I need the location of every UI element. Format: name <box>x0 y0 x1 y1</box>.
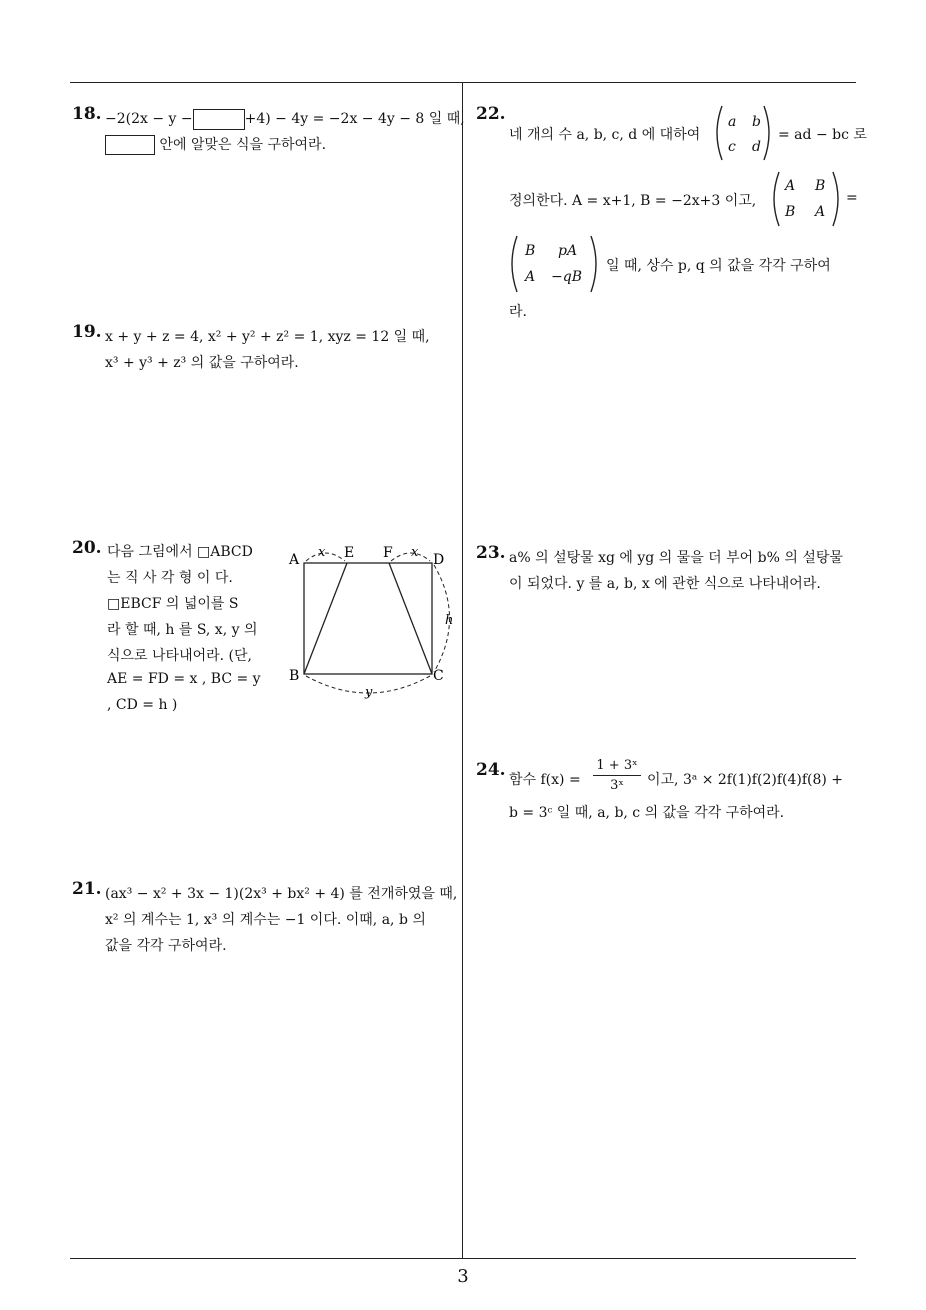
text-part: −2(2x − y − <box>105 111 193 127</box>
matrix-brackets <box>713 104 773 162</box>
problem-text: 식으로 나타내어라. (단, <box>107 648 252 664</box>
matrix-cell: c <box>728 139 736 155</box>
label-x-right: x <box>411 545 419 560</box>
problem-text: a% 의 설탕물 xg 에 yg 의 물을 더 부어 b% 의 설탕물 <box>509 550 843 566</box>
determinant-matrix-3 <box>508 234 600 294</box>
problem-text: 이고, 3ᵃ × 2f(1)f(2)f(4)f(8) + <box>647 772 844 788</box>
problem-text: 일 때, 상수 p, q 의 값을 각각 구하여 <box>606 258 831 274</box>
matrix-cell: −qB <box>551 269 582 285</box>
problem-text: 다음 그림에서 □ABCD <box>107 544 253 560</box>
matrix-cell: d <box>752 139 761 155</box>
problem-text: 값을 각각 구하여라. <box>105 938 227 954</box>
top-rule <box>70 82 856 83</box>
problem-text: , CD = h ) <box>107 697 178 713</box>
matrix-cell: pA <box>558 243 578 259</box>
matrix-cell: A <box>785 178 796 194</box>
blank-box <box>105 135 155 155</box>
problem-text: x² 의 계수는 1, x³ 의 계수는 −1 이다. 이때, a, b 의 <box>105 912 426 928</box>
matrix-cell: B <box>785 204 796 220</box>
matrix-cell: A <box>815 204 826 220</box>
problem-text <box>105 134 326 155</box>
page-number: 3 <box>457 1266 469 1287</box>
label-x-left: x <box>318 545 326 560</box>
matrix-brackets <box>770 170 842 228</box>
problem-text: 함수 f(x) = <box>509 772 581 788</box>
problem-text <box>105 108 465 130</box>
problem-text: x + y + z = 4, x² + y² + z² = 1, xyz = 12 일 때, <box>105 329 430 345</box>
blank-box <box>193 109 245 130</box>
matrix-brackets <box>508 234 600 294</box>
vertex-e: E <box>344 545 355 561</box>
problem-number: 20. <box>72 538 102 558</box>
determinant-matrix-2 <box>770 170 842 228</box>
bottom-rule <box>70 1258 856 1259</box>
problem-number: 23. <box>476 543 506 563</box>
vertex-d: D <box>433 552 445 568</box>
fraction <box>593 758 641 793</box>
rectangle-figure <box>285 540 460 715</box>
problem-text: 정의한다. A = x+1, B = −2x+3 이고, <box>509 193 757 209</box>
fraction-denominator: 3ˣ <box>610 778 624 793</box>
vertex-b: B <box>289 668 300 684</box>
vertex-a: A <box>289 552 300 568</box>
vertex-f: F <box>383 545 393 561</box>
matrix-cell: B <box>525 243 536 259</box>
fraction-numerator: 1 + 3ˣ <box>593 758 641 776</box>
problem-number: 18. <box>72 104 102 124</box>
text-part: 안에 알맞은 식을 구하여라. <box>159 137 327 153</box>
determinant-matrix-1 <box>713 104 773 162</box>
column-divider <box>462 82 463 1259</box>
problem-number: 21. <box>72 879 102 899</box>
problem-text: □EBCF 의 넓이를 S <box>107 596 239 612</box>
problem-text: 라. <box>509 304 527 320</box>
problem-text: AE = FD = x , BC = y <box>107 671 261 687</box>
text-part: +4) − 4y = −2x − 4y − 8 일 때, <box>244 111 465 127</box>
problem-text: 네 개의 수 a, b, c, d 에 대하여 <box>509 127 701 143</box>
matrix-cell: a <box>728 114 737 130</box>
problem-text: (ax³ − x² + 3x − 1)(2x³ + bx² + 4) 를 전개하였을 때, <box>105 886 458 902</box>
matrix-cell: A <box>525 269 536 285</box>
problem-text: 는 직 사 각 형 이 다. <box>107 570 233 586</box>
label-h: h <box>445 613 454 628</box>
problem-text: b = 3ᶜ 일 때, a, b, c 의 값을 각각 구하여라. <box>509 805 785 821</box>
problem-number: 22. <box>476 104 506 124</box>
problem-text: = <box>846 190 858 206</box>
problem-text: 이 되었다. y 를 a, b, x 에 관한 식으로 나타내어라. <box>509 576 821 592</box>
matrix-cell: b <box>752 114 761 130</box>
problem-number: 24. <box>476 760 506 780</box>
problem-text: 라 할 때, h 를 S, x, y 의 <box>107 622 258 638</box>
problem-text: x³ + y³ + z³ 의 값을 구하여라. <box>105 355 299 371</box>
problem-text: = ad − bc 로 <box>778 127 867 143</box>
problem-number: 19. <box>72 322 102 342</box>
label-y: y <box>365 685 373 700</box>
vertex-c: C <box>433 668 444 684</box>
matrix-cell: B <box>815 178 826 194</box>
